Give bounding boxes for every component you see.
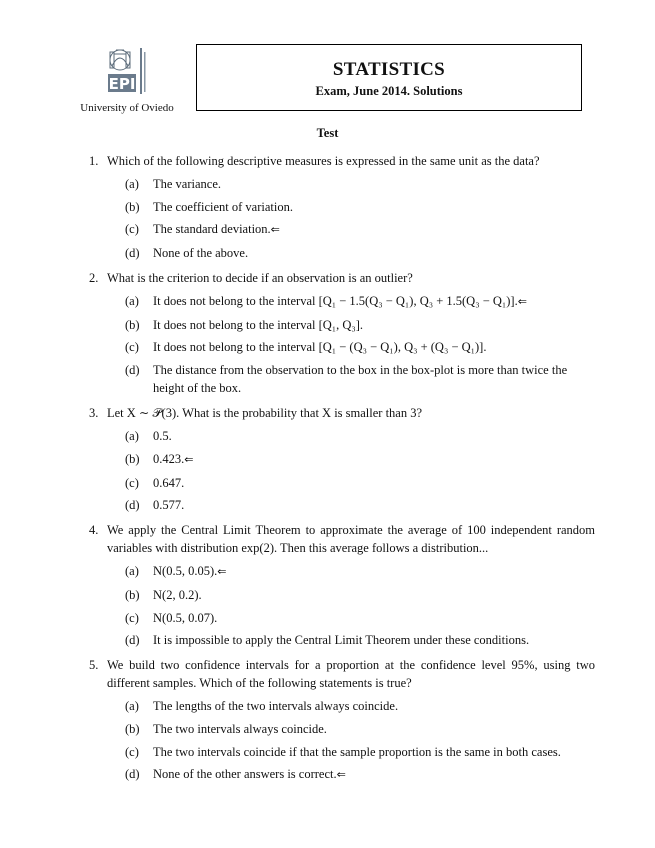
option-label: (b) [125, 317, 140, 332]
option-label: (d) [125, 363, 140, 378]
option-item [125, 292, 595, 311]
question-4 [89, 521, 595, 649]
question-3 [89, 404, 595, 514]
option-list [107, 175, 595, 262]
option-label: (d) [125, 767, 140, 782]
option-text: The coefficient of variation. [153, 199, 293, 214]
option-item [125, 474, 595, 492]
option-label: (c) [125, 340, 139, 355]
option-text: The two intervals coincide if that the sample proportion is the same in both cases. [153, 744, 561, 759]
option-item [125, 198, 595, 216]
option-label: (a) [125, 294, 139, 309]
epi-logo [96, 44, 158, 100]
option-label: (b) [125, 587, 140, 602]
option-label: (a) [125, 177, 139, 191]
option-label: (c) [125, 744, 139, 759]
university-logo-block [62, 44, 192, 114]
option-text: N(0.5, 0.05). [153, 564, 218, 579]
option-text: 0.423. [153, 451, 185, 466]
option-item [125, 562, 595, 581]
option-label: (d) [125, 498, 140, 513]
option-text: The two intervals always coincide. [153, 721, 327, 736]
question-text: Let X ∼ 𝒫(3). What is the probability that X is smaller than 3? [107, 406, 423, 421]
option-item [125, 338, 595, 356]
question-list [89, 152, 595, 791]
option-text: The lengths of the two intervals always coincide. [153, 699, 399, 714]
option-item [125, 450, 595, 469]
option-item [125, 631, 595, 649]
option-text: It is impossible to apply the Central Limit Theorem under these conditions. [153, 633, 530, 648]
question-text: What is the criterion to decide if an observation is an outlier? [107, 271, 413, 286]
option-list [107, 562, 595, 649]
logo-text: EPI [108, 75, 136, 93]
option-item [125, 361, 595, 397]
option-label: (a) [125, 429, 139, 444]
option-item [125, 609, 595, 627]
institution-name: University of Oviedo [80, 102, 174, 114]
option-text: It does not belong to the interval [Q₁, Q₃]. [153, 317, 364, 332]
option-text: It does not belong to the interval [Q₁ − (Q₃ − Q₁), Q₃ + (Q₃ − Q₁)]. [153, 340, 487, 355]
question-5 [89, 656, 595, 784]
option-item [125, 244, 595, 262]
option-text: N(0.5, 0.07). [153, 610, 218, 625]
option-label: (c) [125, 222, 139, 237]
exam-title: STATISTICS [332, 59, 446, 80]
option-label: (c) [125, 610, 139, 625]
option-text: None of the other answers is correct. [153, 767, 337, 782]
option-text: N(2, 0.2). [153, 587, 202, 602]
option-text: None of the above. [153, 246, 249, 261]
correct-answer-arrow-icon: ⇐ [270, 223, 280, 237]
option-item [125, 175, 595, 193]
option-text: The distance from the observation to the box in the box-plot is more than twice the height of the box. [153, 363, 568, 396]
option-item [125, 496, 595, 514]
option-label: (a) [125, 699, 139, 714]
option-text: It does not belong to the interval [Q₁ − 1.5(Q₃ − Q₁), Q₃ + 1.5(Q₃ − Q₁)]. [153, 294, 518, 309]
option-item [125, 697, 595, 715]
question-1 [89, 152, 595, 262]
question-2 [89, 269, 595, 397]
correct-answer-arrow-icon: ⇐ [184, 452, 194, 466]
question-number: 4. [89, 523, 99, 538]
option-label: (b) [125, 721, 140, 736]
section-title: Test [316, 126, 339, 140]
option-label: (a) [125, 564, 139, 579]
option-item [125, 720, 595, 738]
question-text: We apply the Central Limit Theorem to approximate the average of 100 independent random variables with distribution exp(2). Then this average follows a distribution... [107, 523, 595, 556]
option-label: (d) [125, 633, 140, 648]
option-label: (b) [125, 199, 140, 214]
option-item [125, 316, 595, 334]
title-box [196, 44, 582, 111]
option-item [125, 586, 595, 604]
option-text: The standard deviation. [153, 222, 271, 237]
option-list [107, 292, 595, 397]
option-text: The variance. [153, 177, 222, 191]
question-number: 1. [89, 154, 99, 168]
option-label: (b) [125, 451, 140, 466]
option-list [107, 427, 595, 514]
question-number: 5. [89, 658, 99, 673]
question-number: 2. [89, 271, 99, 286]
option-list [107, 697, 595, 784]
correct-answer-arrow-icon: ⇐ [517, 295, 527, 309]
question-text: We build two confidence intervals for a proportion at the confidence level 95%, using two different samples. Which of the following statements is true? [107, 658, 595, 691]
option-label: (d) [125, 246, 140, 261]
option-item [125, 765, 595, 784]
correct-answer-arrow-icon: ⇐ [217, 565, 227, 579]
option-text: 0.647. [153, 475, 185, 490]
option-item [125, 427, 595, 445]
option-label: (c) [125, 475, 139, 490]
question-text: Which of the following descriptive measures is expressed in the same unit as the data? [107, 154, 540, 168]
question-number: 3. [89, 406, 99, 421]
option-text: 0.5. [153, 429, 172, 444]
correct-answer-arrow-icon: ⇐ [336, 768, 346, 782]
option-item [125, 220, 595, 239]
option-text: 0.577. [153, 498, 185, 513]
exam-subtitle: Exam, June 2014. Solutions [315, 84, 463, 98]
option-item [125, 743, 595, 761]
